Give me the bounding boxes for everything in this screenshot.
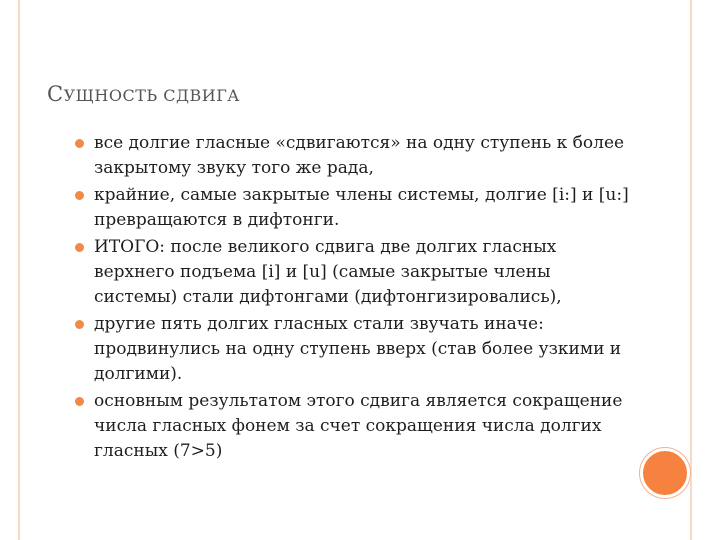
bullet-text: крайние, самые закрытые члены системы, долгие [i:] и [u:] превращаются в дифтонги. bbox=[94, 185, 629, 230]
bullet-text: основным результатом этого сдвига является сокращение числа гласных фонем за счет сокращения числа долгих гласных (7>5) bbox=[94, 391, 623, 461]
title-first-letter: С bbox=[47, 82, 64, 106]
bullet-item bbox=[72, 312, 632, 387]
bullet-dot-icon bbox=[75, 243, 84, 252]
bullet-text: ИТОГО: после великого сдвига две долгих гласных верхнего подъема [i] и [u] (самые закрытые члены системы) стали дифтонгами (дифтонгизировались), bbox=[94, 237, 562, 307]
bullet-list bbox=[72, 131, 632, 466]
bullet-dot-icon bbox=[75, 320, 84, 329]
title-rest: УЩНОСТЬ СДВИГА bbox=[63, 86, 240, 105]
bullet-dot-icon bbox=[75, 191, 84, 200]
bullet-dot-icon bbox=[75, 397, 84, 406]
bullet-item bbox=[72, 131, 632, 181]
bullet-item bbox=[72, 183, 632, 233]
bullet-item bbox=[72, 235, 632, 310]
bullet-dot-icon bbox=[75, 139, 84, 148]
bullet-item bbox=[72, 389, 632, 464]
bullet-text: другие пять долгих гласных стали звучать иначе: продвинулись на одну ступень вверх (став более узкими и долгими). bbox=[94, 314, 622, 384]
bullet-text: все долгие гласные «сдвигаются» на одну ступень к более закрытому звуку того же рада, bbox=[94, 133, 625, 178]
slide-title bbox=[47, 82, 240, 106]
orange-circle-icon bbox=[640, 448, 690, 498]
